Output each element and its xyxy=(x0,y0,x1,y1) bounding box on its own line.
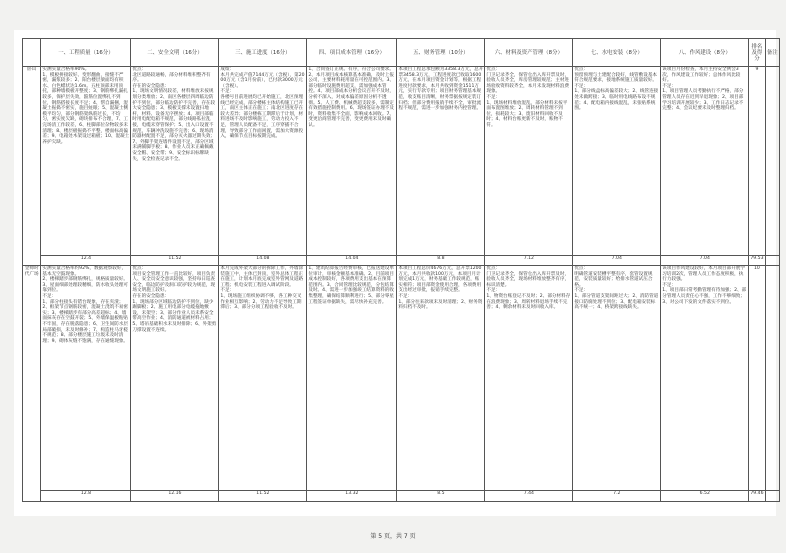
remark-cell xyxy=(765,67,779,256)
header-cell: 二、安全文明（16分） xyxy=(131,39,219,67)
cell-text: 实测实量合格率90%。 1、模板拼接较好、变形翻曲，接缝不严密，漏浆较多；2、阳台楼层梁面均有积水、白色蜡状达1.6m。五柱顶部未用顶托，部种墙模板开整度；3、钢筋绑扎漏扎较多，保护层失效，箍筋位置绑扎不到位，钢筋搭接长度不足；4、帮自漏捆，混凝土振捣不密实，施目蛀眼；5、混凝土侧模平均匀，部分钢筋架纵筋过长，不均匀，密实度欠缺，砌块排布不合理，7、工完场清工作较差，6、柱脚部位杂物较多未清理；8、楼层板振捣不平整，楼面标高偏差；9、电箱处木架设过箱板；10、混凝土养护欠缺。 xyxy=(42,67,130,145)
score-cell: 12.16 xyxy=(131,491,219,502)
cell-text: 优点： 明确管道安装槽平整有序，套管设置规范，安装质量较好；给排水管道试压合格。 不足： 1、部分管道支架间距过大；2、消防管道接口防腐处理不到位；3、配电箱安装标高不统一；4、桥架跨接线缺失。 xyxy=(574,266,659,311)
header-row xyxy=(23,39,780,67)
header-cell: 三、施工进度（16分） xyxy=(219,39,307,67)
score-row xyxy=(23,491,780,502)
score-cell: 12.4 xyxy=(41,256,131,266)
total-score-cell: 79.53 xyxy=(749,256,765,266)
progress-cell xyxy=(219,67,307,256)
score-cell: 14.08 xyxy=(219,256,307,266)
cost-cell xyxy=(307,266,397,491)
cell-text: 优点： 门卫记录齐全，保管仓出入库开票及时，验收人员齐全，库房管理较规范；主材进场验收资料较齐全，本月未发现材料浪费现象。 不足： 1、现场材料堆放混乱，部分材料未按平面布置图堆放；2、周转材料管理不到位，损耗较大；3、废旧材料回收不及时；4、材料台账更新不及时，账物不符。 xyxy=(486,67,570,128)
score-cell: 7.12 xyxy=(485,256,573,266)
project-name xyxy=(23,266,41,502)
evaluation-table xyxy=(22,38,780,502)
remark-cell xyxy=(765,266,779,491)
safety-cell xyxy=(131,266,219,491)
score-cell: 8.8 xyxy=(397,256,485,266)
conduct-cell xyxy=(661,266,749,491)
project-name-text: 卧山 xyxy=(27,67,37,72)
header-cell: 七、水电安装（8分） xyxy=(573,39,661,67)
score-row xyxy=(23,256,780,266)
cell-text: 实测实量合格率约92%，数据观察较好，基本无空鼓现象。 2、楼梯踏步部钢筋绑扎，规格质量较好。3、屋面细部处理较精细，防水收头处理可靠到位。 不足： 1、部分柱接头有错台现象，存在夹渣；2、框架节点钢筋较密，混凝土浇筑不易密实；3、楼梯踏步有部分高差超标；4、墙面抹灰存在空鼓开裂；5、外墙保温板粘贴不牢固，存在脱落隐患；6、卫生间防水层局部破损，未及时修补；7、构造柱马牙槎不规范；8、部分楼层施工垃圾未及时清理；9、砌体灰缝不饱满，存在通缝现象。 xyxy=(42,266,129,344)
cell-text: 该项目月份检查，本月主持安全例会3次，作风建设工作较好；总体作风比较好。 不足： 1、项目管理人员考勤执行不严格，部分管理人员存在迟到早退现象；2、项目部学习培训开展较少；3、工作日志记录不完整；4、会议纪要未及时整理归档。 xyxy=(662,67,744,112)
project-row xyxy=(23,67,780,256)
project-row xyxy=(23,266,780,491)
material-cell xyxy=(485,266,573,491)
rank-cell: 9 xyxy=(749,67,765,256)
score-cell: 6.52 xyxy=(661,491,749,502)
header-cell: 备注 xyxy=(765,39,779,67)
cell-text: 成绩： 本月共完成产值7144万元（含税），第2000万元（含1月份前），已付款3000万元（含税）。 不足： 各楼号目前进展均已开始施工，北区预埋线已经完成，部分楼栋主体结构施工已开工，南区主体正在施工；南北区进度存在较大差异；部分楼栋工期滞后于计划，材料进场不及时影响施工，劳动力投入不足，管理人员配备不足，工序穿插不合理，导致部分工作面闲置，需加大资源投入，确保节点目标按期完成。 xyxy=(220,67,305,140)
score-cell: 7.2 xyxy=(573,491,661,502)
cell-text: 1、合同签订正规、有序，符合公司要求。2、本月项目成本核算基本准确，及时上报公司，主要材料耗用量在可控范围内。3、部分临时设施费用超支，需加强成本管控。4、项目部成本分析会议召开不及时，分析不深入，对成本偏差原因分析不透彻。5、人工费、机械费超支较多，需制定有效措施控制费用。6、现场签证办理不及时，资料收集不全面，影响成本回收。7、变更洽商管理不完善，变更费用未及时确认。 xyxy=(308,67,394,128)
page-footer: 第 5 页，共 7 页 xyxy=(370,533,416,540)
score-cell: 7.04 xyxy=(573,256,661,266)
score-cell: 11.52 xyxy=(219,491,307,502)
score-cell: 8.5 xyxy=(397,491,485,502)
cell-text: 优点： 项目安全管理工作一直比较好，项目负责人、安全员安全意识较强，坚持每日巡查安全，临边防护及洞口防护较为规范，现场文明施工较好。 存在的安全隐患： 1、现场部分区域临边防护不到位，缺少踢脚板；2、施工用电部分电缆拖地敷设，未架空；3、部分作业人员未系安全带高空作业；4、消防通道被材料占用；5、塔吊基础积水未及时排除；6、外架剪刀撑设置不连续。 xyxy=(132,266,217,333)
cell-text: 本项目工程总承包额为3358.3万元，总开票3458.3万元，工程进度款已收取1600万元，在本月项目资金计划等，根据工程进度付款要求，本月共收到资金1511万元，实行专款专用；项目财务管理基本规范，收支账目清晰，财务票据按规定装订归档；但部分费用报销手续不全，审批流程不规范，需进一步加强财务内控管理。 xyxy=(398,67,484,112)
mep-cell xyxy=(573,266,661,491)
cell-text: 1、建筑结算报告经费审核，已报送建设单位审计，审核金额基本准确。2、目前项目成本控制较好，各项费用支出基本在预算范围内。3、合同管理比较规范，分包结算及时。4、需进一步加强竣工结算资料的收集整理，确保结算顺利进行；5、部分零星工程签证单据缺失，需尽快补充完善。 xyxy=(308,266,394,305)
project-name xyxy=(23,67,41,266)
score-cell: 11.52 xyxy=(131,256,219,266)
quality-cell xyxy=(41,67,131,256)
rank-cell: 10 xyxy=(749,266,765,491)
finance-cell xyxy=(397,67,485,256)
score-cell: 12.8 xyxy=(41,491,131,502)
conduct-cell xyxy=(661,67,749,256)
report-page xyxy=(14,30,776,516)
remark-cell xyxy=(765,256,779,266)
cell-text: 本项目工程总价4676万元，总开票1200万元，本月共收款100万元，本项目月计划完成1万元，财务基础工作较规范，账实相符；项目部资金使用合理，各项费用支出经过审批，报销手续完整。 不足： 1、部分往来款项未及时清理；2、财务资料归档不及时。 xyxy=(398,266,483,311)
project-name-text: 金帅时代广场 xyxy=(24,266,39,277)
safety-cell xyxy=(131,67,219,256)
finance-cell xyxy=(397,266,485,491)
header-cell: 五、财务管理（10分） xyxy=(397,39,485,67)
cell-text: 优点： 北区道路较通畅，部分材料堆积整齐有序。 存在的安全隐患： 1、现场文明情况较差，材料堆放未按规划分类堆放；2、南区各楼层四周临边防护不到位，部分临边防护不完善，存在较大安全隐患；3、模板支撑未设置扫地杆，材料、设备无序摆放；4、项目部临时用电配电箱不规范，部分线路私拉乱接，电缆未穿管保护；5、出入口设置不规范，车辆冲洗设施不完善；6、现场消防器材配置不足，部分灭火器过期失效；7、外脚手架连墙件设置不足，部分区域未满铺脚手板；8、作业人员未正确佩戴安全帽、安全带；9、安全标识标牌缺失，安全检查记录不全。 xyxy=(132,67,216,162)
progress-cell xyxy=(219,266,307,491)
cost-cell xyxy=(307,67,397,256)
score-cell: 14.04 xyxy=(307,256,397,266)
header-cell: 一、工程质量（16分） xyxy=(41,39,131,67)
cell-text: 本月完成外架大部分的拆除工作，外墙涂装施工中，主体已封顶，室外总体工程正在施工，计划本月底完成室外管网及道路工程；机电安装工程进入调试阶段。 不足： 1、现场施工组织协调不够，各工种交叉作业相互影响；2、劳动力不足导致工期滞后；3、部分分项工程验收不及时。 xyxy=(220,266,304,311)
header-cell: 八、作风建设（8分） xyxy=(661,39,749,67)
header-cell: 四、项目成本管理（16分） xyxy=(307,39,397,67)
score-cell: 7.44 xyxy=(485,491,573,502)
header-cell: 六、材料及资产管理（8分） xyxy=(485,39,573,67)
mep-cell xyxy=(573,67,661,256)
score-cell: 13.32 xyxy=(307,491,397,502)
quality-cell xyxy=(41,266,131,491)
cell-text: 优点： 预留预埋与土建配合较好，线管敷设基本符合规范要求，接地系统施工质量较好。 不足： 1、部分线盒标高偏差较大；2、线管连接处未做跨接；3、临时用电线路布设不规范；4、配电箱内接线混乱，未张贴系统图。 xyxy=(574,67,659,112)
cell-text: 该项目作风建设较好，本月项目部开展学习培训2次，管理人员工作态度积极，执行力较强。 不足： 1、项目部日常考勤管理有待加强；2、部分管理人员责任心不强，工作不够细致；3、对公司下发的文件落实不到位。 xyxy=(662,266,747,305)
score-cell: 7.04 xyxy=(661,256,749,266)
total-score-cell: 79.46 xyxy=(749,491,765,502)
header-cell xyxy=(23,39,41,67)
cell-text: 优点： 门卫记录齐全，保管仓出入库开票及时，验收人员齐全，现场材料堆放整齐有序，标识清楚。 不足： 1、物资台账登记不及时；2、部分材料存在浪费现象；3、周转材料退场手续不完善；4、剩余材料未及时回收入库。 xyxy=(486,266,571,311)
material-cell xyxy=(485,67,573,256)
header-cell: 排名及得分 xyxy=(749,39,765,67)
remark-cell xyxy=(765,491,779,502)
